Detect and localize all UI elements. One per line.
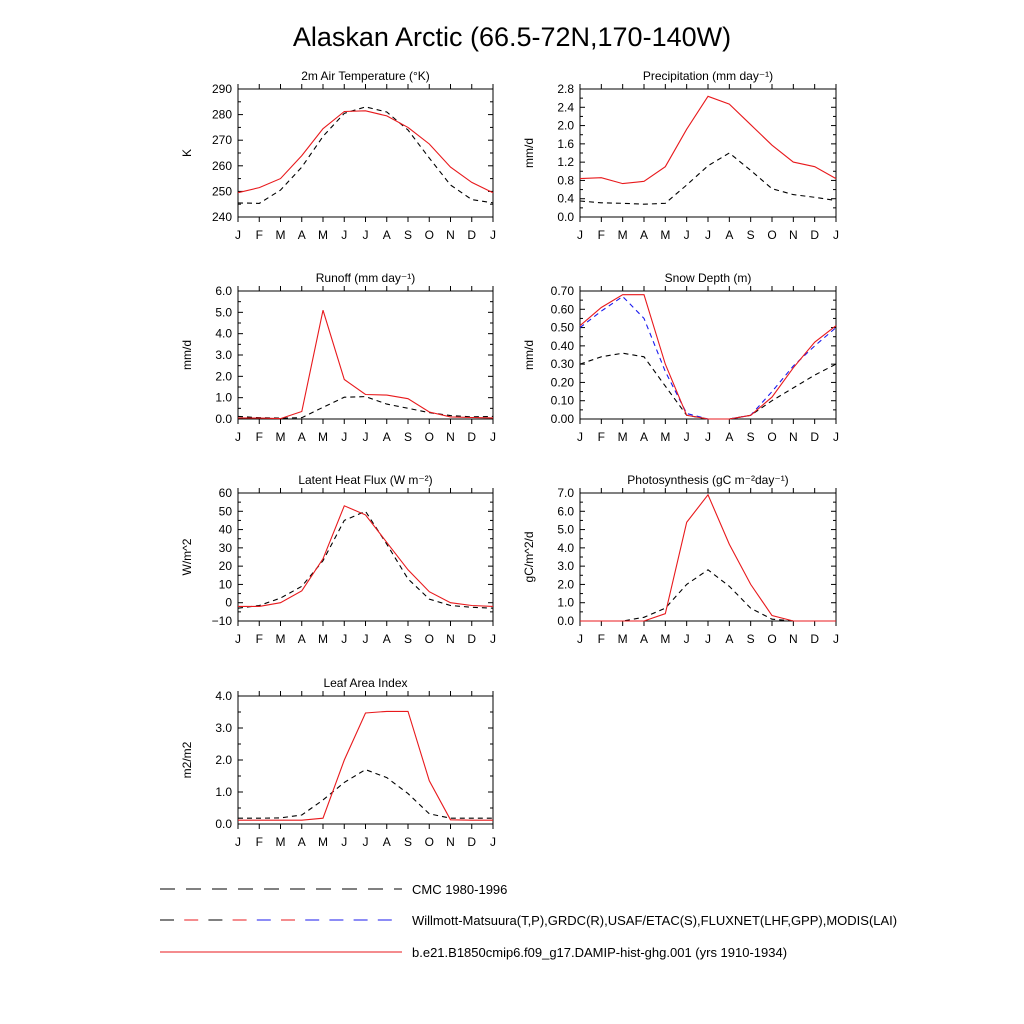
y-tick-label: 5.0 [215,305,232,320]
chart-panel [522,271,839,444]
x-tick-label: F [597,228,606,242]
x-tick-label: J [833,430,839,444]
x-tick-label: J [683,228,690,242]
x-tick-label: J [683,430,690,444]
x-tick-label: M [318,632,328,646]
series-line-model [580,96,836,183]
y-tick-label: 250 [211,184,232,199]
page-title: Alaskan Arctic (66.5-72N,170-140W) [292,22,732,52]
y-tick-label: 3.0 [215,721,232,735]
x-tick-label: J [235,430,241,444]
x-tick-label: M [318,430,328,444]
x-tick-label: F [255,430,263,444]
y-tick-label: 0.0 [215,412,232,426]
x-tick-label: D [810,228,820,242]
x-tick-label: J [577,228,583,242]
panel-title: Leaf Area Index [323,676,408,690]
x-tick-label: D [467,430,477,444]
x-tick-label: O [424,632,434,646]
x-tick-label: A [639,430,649,444]
plot-frame [580,493,836,621]
y-tick-label: 4.0 [557,540,574,555]
y-tick-label: 6.0 [557,504,574,519]
x-tick-label: O [424,835,434,849]
y-tick-label: 2.4 [557,100,574,115]
x-tick-label: M [318,835,328,849]
x-tick-label: N [788,430,798,444]
x-tick-label: J [490,632,496,646]
x-tick-label: J [577,430,583,444]
plot-frame [238,89,493,217]
x-tick-label: S [746,632,755,646]
x-tick-label: M [318,228,328,242]
y-tick-label: 6.0 [215,284,232,298]
y-tick-label: 0.70 [550,284,574,298]
y-tick-label: 10 [218,577,232,592]
x-tick-label: A [639,228,649,242]
x-tick-label: F [597,430,606,444]
y-axis-label: K [180,148,194,158]
chart-panel [180,676,496,849]
y-tick-label: 1.2 [557,155,574,170]
x-tick-label: J [235,632,241,646]
panel-title: Photosynthesis (gC m⁻²day⁻¹) [627,473,789,487]
y-tick-label: 0.30 [550,357,574,372]
y-tick-label: 260 [211,158,232,173]
x-tick-label: N [446,430,455,444]
x-tick-label: O [767,228,777,242]
x-tick-label: S [403,228,413,242]
chart-panel [522,69,839,242]
chart-panel [522,473,839,646]
y-tick-label: 0.20 [550,375,574,390]
y-tick-label: 2.8 [557,82,574,96]
y-tick-label: 0.4 [557,191,574,206]
x-tick-label: J [341,835,348,849]
x-tick-label: N [788,632,798,646]
series-line-obs [238,770,493,819]
y-tick-label: 0.60 [550,302,574,317]
x-tick-label: N [446,228,455,242]
series-line-model [238,310,493,418]
series-line-model [238,506,493,607]
x-tick-label: M [617,430,628,444]
y-tick-label: 4.0 [215,689,232,703]
x-tick-label: F [255,632,263,646]
x-tick-label: S [403,430,413,444]
y-tick-label: 5.0 [557,522,574,537]
y-tick-label: 0.40 [550,338,574,353]
chart-panel [180,271,496,444]
y-tick-label: −10 [211,614,232,628]
x-tick-label: O [424,430,434,444]
panel-title: Runoff (mm day⁻¹) [315,271,416,285]
y-tick-label: 7.0 [557,486,574,500]
x-tick-label: J [705,632,711,646]
x-tick-label: A [382,835,391,849]
plot-frame [238,291,493,419]
y-tick-label: 0.0 [557,614,574,628]
x-tick-label: J [341,632,348,646]
x-tick-label: J [683,632,690,646]
x-tick-label: A [382,228,391,242]
series-line-obs [580,570,836,621]
chart-panels [180,69,839,849]
x-tick-label: M [275,430,286,444]
x-tick-label: N [446,632,455,646]
series-line-model [238,111,493,193]
y-tick-label: 0.10 [550,393,574,408]
y-tick-label: 3.0 [215,348,232,362]
x-tick-label: F [255,835,263,849]
y-tick-label: 290 [211,82,232,96]
x-tick-label: J [235,228,241,242]
y-tick-label: 1.0 [215,390,232,405]
panel-title: Snow Depth (m) [664,271,752,285]
x-tick-label: A [297,228,306,242]
y-tick-label: 2.0 [215,753,232,767]
x-tick-label: D [810,632,820,646]
y-tick-label: 240 [211,210,232,224]
chart-panel [180,473,496,646]
y-tick-label: 1.6 [557,136,574,151]
plot-frame [580,89,836,217]
x-tick-label: O [767,430,777,444]
x-tick-label: A [382,430,391,444]
x-tick-label: M [275,835,286,849]
x-tick-label: J [577,632,583,646]
x-tick-label: A [297,835,306,849]
series-line-obs [238,397,493,419]
y-tick-label: 0.0 [215,817,232,831]
x-tick-label: A [639,632,649,646]
x-tick-label: J [362,835,369,849]
plot-frame [238,696,493,824]
x-tick-label: J [705,430,711,444]
y-axis-label: mm/d [180,340,194,370]
y-tick-label: 50 [218,504,232,519]
x-tick-label: M [660,632,671,646]
x-tick-label: J [362,228,369,242]
x-tick-label: M [660,430,671,444]
y-axis-label: mm/d [522,138,536,168]
y-tick-label: 3.0 [557,559,574,574]
x-tick-label: N [788,228,798,242]
panel-title: Latent Heat Flux (W m⁻²) [298,473,433,487]
y-tick-label: 30 [218,540,232,555]
panel-title: 2m Air Temperature (°K) [301,69,430,83]
x-tick-label: J [833,228,839,242]
y-tick-label: 1.0 [557,595,574,610]
x-tick-label: D [467,228,477,242]
y-axis-label: m2/m2 [180,741,194,779]
y-tick-label: 4.0 [215,326,232,341]
x-tick-label: O [424,228,434,242]
x-tick-label: A [382,632,391,646]
y-axis-label: gC/m^2/d [522,531,536,583]
x-tick-label: M [275,632,286,646]
x-tick-label: S [403,632,413,646]
x-tick-label: S [746,430,755,444]
x-tick-label: A [297,632,306,646]
legend-label: CMC 1980-1996 [412,882,508,897]
x-tick-label: D [467,835,477,849]
x-tick-label: A [725,430,734,444]
x-tick-label: J [235,835,241,849]
y-tick-label: 40 [218,522,232,537]
x-tick-label: J [341,228,348,242]
series-line-model [238,711,493,820]
x-tick-label: A [297,430,306,444]
x-tick-label: S [403,835,413,849]
series-line-model [580,495,836,621]
x-tick-label: J [362,632,369,646]
x-tick-label: A [725,228,734,242]
y-tick-label: 60 [218,486,232,500]
y-tick-label: 270 [211,133,232,148]
y-tick-label: 0.8 [557,173,574,188]
series-line-alt [580,297,836,420]
x-tick-label: A [725,632,734,646]
x-tick-label: J [490,835,496,849]
y-tick-label: 0.0 [557,210,574,224]
x-tick-label: F [597,632,606,646]
y-tick-label: 2.0 [557,577,574,592]
y-axis-label: mm/d [522,340,536,370]
plot-frame [580,291,836,419]
series-line-obs [580,153,836,204]
x-tick-label: M [617,632,628,646]
y-axis-label: W/m^2 [180,538,194,576]
x-tick-label: J [490,430,496,444]
x-tick-label: M [660,228,671,242]
x-tick-label: J [362,430,369,444]
x-tick-label: J [341,430,348,444]
legend-label: Willmott-Matsuura(T,P),GRDC(R),USAF/ETAC(S),FLUXNET(LHF,GPP),MODIS(LAI) [412,913,898,928]
x-tick-label: D [467,632,477,646]
panel-title: Precipitation (mm day⁻¹) [642,69,774,83]
series-line-obs [238,107,493,203]
x-tick-label: F [255,228,263,242]
y-tick-label: 0 [225,595,232,610]
series-line-obs [238,511,493,608]
plot-frame [238,493,493,621]
y-tick-label: 2.0 [215,369,232,384]
y-tick-label: 0.50 [550,320,574,335]
y-tick-label: 0.00 [550,412,574,426]
legend-label: b.e21.B1850cmip6.f09_g17.DAMIP-hist-ghg.001 (yrs 1910-1934) [412,945,788,960]
x-tick-label: N [446,835,455,849]
x-tick-label: M [617,228,628,242]
x-tick-label: S [746,228,755,242]
y-tick-label: 20 [218,559,232,574]
y-tick-label: 2.0 [557,118,574,133]
x-tick-label: O [767,632,777,646]
x-tick-label: J [833,632,839,646]
x-tick-label: D [810,430,820,444]
x-tick-label: M [275,228,286,242]
x-tick-label: J [490,228,496,242]
legend [160,882,897,960]
y-tick-label: 1.0 [215,785,232,799]
series-line-model [580,295,836,419]
y-tick-label: 280 [211,107,232,122]
chart-panel [180,69,496,242]
x-tick-label: J [705,228,711,242]
